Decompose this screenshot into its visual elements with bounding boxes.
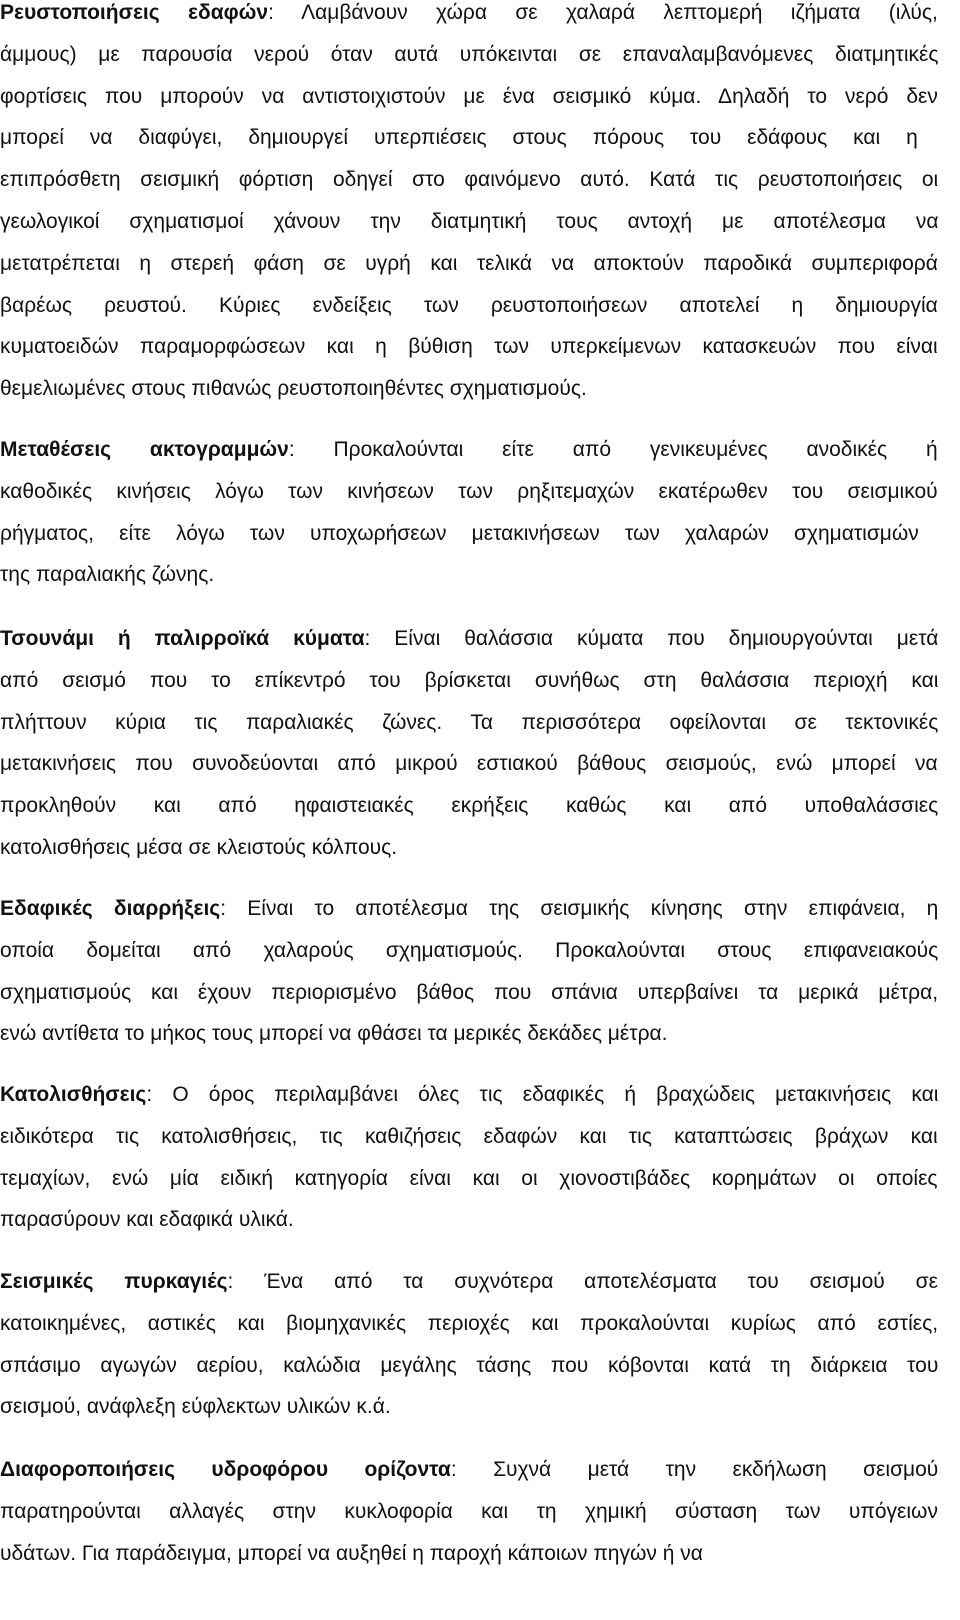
text-line: [0, 896, 938, 922]
text-line: [0, 1311, 938, 1337]
text-line: [0, 84, 938, 110]
text-line: [0, 668, 938, 694]
text-line: [0, 521, 919, 547]
text-line: [0, 626, 938, 652]
text-line: [0, 479, 938, 505]
line-text: ειδικότερα τις κατολισθήσεις, τις καθιζήσεις εδαφών και τις καταπτώσεις βράχων και: [0, 1124, 938, 1148]
line-text: : Ο όρος περιλαμβάνει όλες τις εδαφικές ή βραχώδεις μετακινήσεις και: [146, 1083, 939, 1106]
line-text: παρασύρουν και εδαφικά υλικά.: [0, 1208, 294, 1232]
line-text: σεισμού, ανάφλεξη εύφλεκτων υλικών κ.ά.: [0, 1395, 391, 1419]
text-line: [0, 1394, 391, 1420]
line-text: κατοικημένες, αστικές και βιομηχανικές περιοχές και προκαλούνται κυρίως από εστίες,: [0, 1311, 939, 1335]
line-text: πλήττουν κύρια τις παραλιακές ζώνες. Τα περισσότερα οφείλονται σε τεκτονικές: [0, 710, 939, 734]
text-line: [0, 1457, 938, 1483]
paragraph-term: Σεισμικές πυρκαγιές: [0, 1270, 228, 1293]
line-text: οποία δομείται από χαλαρούς σχηματισμούς. Προκαλούνται στους επιφανειακούς: [0, 938, 939, 962]
line-text: υδάτων. Για παράδειγμα, μπορεί να αυξηθεί η παροχή κάποιων πηγών ή να: [0, 1541, 703, 1565]
line-text: καθοδικές κινήσεις λόγω των κινήσεων των ρηξιτεμαχών εκατέρωθεν του σεισμικού: [0, 479, 938, 503]
text-line: [0, 437, 938, 463]
line-text: βαρέως ρευστού. Κύριες ενδείξεις των ρευστοποιήσεων αποτελεί η δημιουργία: [0, 293, 938, 317]
paragraph-term: Τσουνάμι ή παλιρροϊκά κύματα: [0, 627, 365, 650]
text-line: [0, 1082, 938, 1108]
text-line: [0, 710, 938, 736]
text-line: [0, 751, 938, 777]
text-line: [0, 293, 938, 319]
text-line: [0, 0, 938, 26]
paragraph-term: Εδαφικές διαρρήξεις: [0, 897, 221, 920]
line-text: ενώ αντίθετα το μήκος τους μπορεί να φθάσει τα μερικές δεκάδες μέτρα.: [0, 1022, 668, 1046]
text-line: [0, 1353, 938, 1379]
line-text: φορτίσεις που μπορούν να αντιστοιχιστούν με ένα σεισμικό κύμα. Δηλαδή το νερό δεν: [0, 84, 938, 108]
line-text: μετακινήσεις που συνοδεύονται από μικρού εστιακού βάθους σεισμούς, ενώ μπορεί να: [0, 752, 938, 776]
line-text: θεμελιωμένες στους πιθανώς ρευστοποιηθέντες σχηματισμούς.: [0, 377, 587, 401]
text-line: [0, 376, 587, 402]
line-text: ρήγματος, είτε λόγω των υποχωρήσεων μετακινήσεων των χαλαρών σχηματισμών: [0, 521, 919, 545]
line-text: : Συχνά μετά την εκδήλωση σεισμού: [450, 1458, 939, 1481]
line-text: : Είναι το αποτέλεσμα της σεισμικής κίνησης στην επιφάνεια, η: [220, 897, 939, 920]
line-text: της παραλιακής ζώνης.: [0, 563, 215, 587]
text-line: [0, 835, 397, 861]
line-text: κυματοειδών παραμορφώσεων και η βύθιση των υπερκείμενων κατασκευών που είναι: [0, 335, 938, 359]
text-line: [0, 125, 918, 151]
line-text: προκληθούν και από ηφαιστειακές εκρήξεις καθώς και από υποθαλάσσιες: [0, 794, 939, 818]
line-text: μπορεί να διαφύγει, δημιουργεί υπερπιέσεις στους πόρους του εδάφους και η: [0, 126, 918, 150]
text-line: [0, 209, 938, 235]
text-line: [0, 980, 938, 1006]
text-line: [0, 167, 938, 193]
paragraph-term: Μεταθέσεις ακτογραμμών: [0, 438, 289, 461]
text-line: [0, 1207, 294, 1233]
text-line: [0, 1541, 703, 1567]
paragraph-term: Διαφοροποιήσεις υδροφόρου ορίζοντα: [0, 1458, 451, 1481]
text-line: [0, 1269, 938, 1295]
line-text: : Είναι θαλάσσια κύματα που δημιουργούνται μετά: [364, 627, 939, 650]
paragraph-term: Ρευστοποιήσεις εδαφών: [0, 1, 269, 24]
line-text: τεμαχίων, ενώ μία ειδική κατηγορία είναι και οι χιονοστιβάδες κορημάτων οι οποίες: [0, 1166, 938, 1190]
line-text: γεωλογικοί σχηματισμοί χάνουν την διατμητική τους αντοχή με αποτέλεσμα να: [0, 210, 939, 233]
text-line: [0, 793, 938, 819]
line-text: παρατηρούνται αλλαγές στην κυκλοφορία και τη χημική σύσταση των υπόγειων: [0, 1499, 938, 1523]
text-line: [0, 562, 214, 588]
text-line: [0, 1021, 668, 1047]
text-line: [0, 1166, 938, 1192]
text-line: [0, 1499, 938, 1525]
line-text: κατολισθήσεις μέσα σε κλειστούς κόλπους.: [0, 836, 398, 859]
line-text: σπάσιμο αγωγών αερίου, καλώδια μεγάλης τάσης που κόβονται κατά τη διάρκεια του: [0, 1353, 939, 1377]
line-text: από σεισμό που το επίκεντρό του βρίσκεται συνήθως στη θαλάσσια περιοχή και: [0, 668, 939, 692]
text-line: [0, 938, 938, 964]
line-text: μετατρέπεται η στερεή φάση σε υγρή και τελικά να αποκτούν παροδικά συμπεριφορά: [0, 251, 938, 275]
text-line: [0, 42, 939, 68]
text-line: [0, 1124, 938, 1150]
text-line: [0, 251, 938, 277]
paragraph-term: Κατολισθήσεις: [0, 1083, 147, 1106]
line-text: : Λαμβάνουν χώρα σε χαλαρά λεπτομερή ιζήματα (ιλύς,: [268, 1, 938, 24]
line-text: : Ένα από τα συχνότερα αποτελέσματα του σεισμού σε: [227, 1270, 938, 1293]
text-line: [0, 334, 938, 360]
line-text: άμμους) με παρουσία νερού όταν αυτά υπόκεινται σε επαναλαμβανόμενες διατμητικές: [0, 42, 939, 66]
line-text: επιπρόσθετη σεισμική φόρτιση οδηγεί στο φαινόμενο αυτό. Κατά τις ρευστοποιήσεις οι: [0, 168, 939, 192]
line-text: σχηματισμούς και έχουν περιορισμένο βάθος που σπάνια υπερβαίνει τα μερικά μέτρα,: [0, 980, 939, 1004]
line-text: : Προκαλούνται είτε από γενικευμένες ανοδικές ή: [288, 438, 938, 461]
